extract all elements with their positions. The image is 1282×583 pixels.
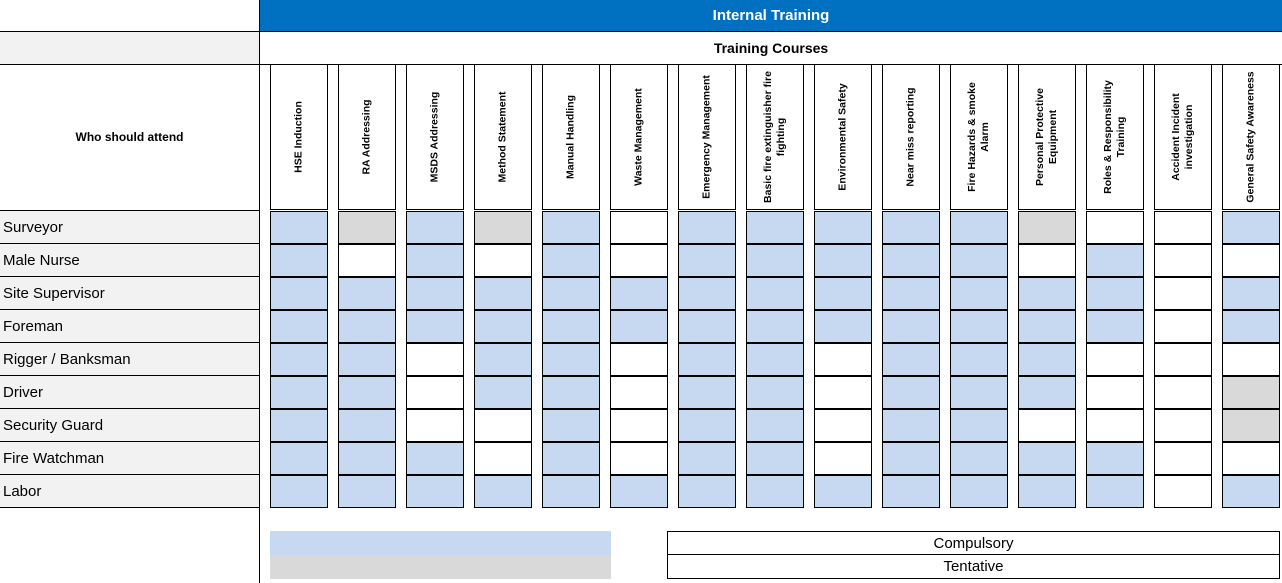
attendance-cell (950, 310, 1008, 343)
course-header-label: Fire Hazards & smoke Alarm (966, 82, 991, 192)
attendance-cell (1086, 475, 1144, 508)
role-name: Surveyor (3, 218, 64, 236)
attendance-cell (1086, 442, 1144, 475)
attendance-cell (338, 376, 396, 409)
attendance-cell (678, 442, 736, 475)
attendance-cell (678, 409, 736, 442)
attendance-cell (542, 277, 600, 310)
attendance-cell (1222, 442, 1280, 475)
course-header (746, 64, 804, 210)
attendance-cell (678, 475, 736, 508)
attendance-cell (1154, 211, 1212, 244)
role-label (0, 376, 259, 408)
attendance-cell (406, 409, 464, 442)
who-should-attend-label (0, 64, 259, 210)
attendance-cell (882, 211, 940, 244)
attendance-cell (542, 343, 600, 376)
attendance-cell (406, 310, 464, 343)
attendance-cell (950, 343, 1008, 376)
attendance-cell (406, 376, 464, 409)
attendance-cell (814, 409, 872, 442)
attendance-cell (406, 211, 464, 244)
header-rule-3 (0, 210, 259, 211)
attendance-cell (678, 310, 736, 343)
attendance-cell (1018, 343, 1076, 376)
attendance-cell (1154, 442, 1212, 475)
attendance-cell (610, 409, 668, 442)
attendance-cell (882, 475, 940, 508)
row-rule (0, 507, 259, 508)
attendance-cell (1018, 277, 1076, 310)
course-header (1222, 64, 1280, 210)
attendance-cell (1222, 244, 1280, 277)
role-label (0, 343, 259, 375)
course-header (542, 64, 600, 210)
legend-compulsory-text: Compulsory (933, 534, 1014, 552)
attendance-cell (814, 310, 872, 343)
attendance-cell (1086, 277, 1144, 310)
attendance-cell (1086, 211, 1144, 244)
attendance-cell (814, 442, 872, 475)
attendance-cell (270, 244, 328, 277)
attendance-cell (950, 376, 1008, 409)
attendance-cell (474, 475, 532, 508)
role-label (0, 277, 259, 309)
attendance-cell (1222, 343, 1280, 376)
role-label (0, 244, 259, 276)
attendance-cell (814, 475, 872, 508)
attendance-cell (1018, 376, 1076, 409)
attendance-cell (1018, 211, 1076, 244)
attendance-cell (678, 211, 736, 244)
course-header (1086, 64, 1144, 210)
attendance-cell (882, 277, 940, 310)
attendance-cell (610, 310, 668, 343)
attendance-cell (338, 310, 396, 343)
attendance-cell (882, 409, 940, 442)
role-label (0, 409, 259, 441)
course-header-label: Emergency Management (700, 75, 713, 199)
attendance-cell (746, 244, 804, 277)
attendance-cell (1086, 376, 1144, 409)
course-header (610, 64, 668, 210)
left-divider (259, 0, 260, 583)
course-header (678, 64, 736, 210)
attendance-cell (406, 277, 464, 310)
attendance-cell (746, 310, 804, 343)
role-name: Driver (3, 383, 43, 401)
course-header-label: General Safety Awareness (1244, 71, 1257, 203)
attendance-cell (474, 211, 532, 244)
header-rule-2 (0, 64, 1282, 65)
attendance-cell (1154, 343, 1212, 376)
attendance-cell (474, 244, 532, 277)
attendance-cell (610, 343, 668, 376)
role-label (0, 211, 259, 243)
attendance-cell (746, 442, 804, 475)
legend-compulsory-label (667, 531, 1280, 555)
attendance-cell (882, 244, 940, 277)
attendance-cell (814, 343, 872, 376)
attendance-cell (950, 475, 1008, 508)
role-label (0, 310, 259, 342)
attendance-cell (882, 343, 940, 376)
attendance-cell (542, 442, 600, 475)
attendance-cell (610, 277, 668, 310)
legend-tentative-text: Tentative (943, 558, 1004, 575)
attendance-cell (1222, 310, 1280, 343)
course-header (950, 64, 1008, 210)
attendance-cell (1154, 244, 1212, 277)
attendance-cell (950, 244, 1008, 277)
attendance-cell (338, 343, 396, 376)
courses-subtitle-text: Training Courses (713, 39, 829, 56)
attendance-cell (338, 277, 396, 310)
attendance-cell (678, 277, 736, 310)
attendance-cell (270, 442, 328, 475)
attendance-cell (474, 409, 532, 442)
attendance-cell (270, 310, 328, 343)
course-header-label: HSE Induction (292, 101, 305, 173)
attendance-cell (542, 376, 600, 409)
role-name: Foreman (3, 317, 64, 335)
attendance-cell (1222, 211, 1280, 244)
role-name: Male Nurse (3, 251, 80, 269)
courses-subtitle (260, 31, 1282, 64)
course-header (270, 64, 328, 210)
attendance-cell (270, 211, 328, 244)
role-name: Rigger / Banksman (3, 350, 131, 368)
attendance-cell (814, 211, 872, 244)
attendance-cell (338, 211, 396, 244)
role-name: Labor (3, 482, 42, 500)
attendance-cell (338, 442, 396, 475)
attendance-cell (406, 244, 464, 277)
attendance-cell (542, 475, 600, 508)
attendance-cell (882, 442, 940, 475)
attendance-cell (1018, 244, 1076, 277)
legend-tentative-swatch (270, 555, 611, 579)
attendance-cell (882, 310, 940, 343)
attendance-cell (746, 343, 804, 376)
course-header (1018, 64, 1076, 210)
who-should-attend-text: Who should attend (75, 130, 184, 144)
attendance-cell (678, 244, 736, 277)
attendance-cell (746, 277, 804, 310)
attendance-cell (474, 442, 532, 475)
attendance-cell (814, 277, 872, 310)
attendance-cell (406, 442, 464, 475)
role-label (0, 442, 259, 474)
attendance-cell (950, 409, 1008, 442)
attendance-cell (1018, 475, 1076, 508)
attendance-cell (610, 211, 668, 244)
attendance-cell (1222, 475, 1280, 508)
attendance-cell (1154, 475, 1212, 508)
attendance-cell (270, 475, 328, 508)
attendance-cell (474, 343, 532, 376)
attendance-cell (610, 475, 668, 508)
course-header-label: Near miss reporting (904, 87, 917, 187)
attendance-cell (542, 244, 600, 277)
course-header-label: Method Statement (496, 91, 509, 183)
attendance-cell (474, 376, 532, 409)
attendance-cell (678, 343, 736, 376)
course-header (1154, 64, 1212, 210)
attendance-cell (1086, 244, 1144, 277)
attendance-cell (610, 376, 668, 409)
role-name: Site Supervisor (3, 284, 105, 302)
course-header (882, 64, 940, 210)
attendance-cell (950, 442, 1008, 475)
attendance-cell (542, 211, 600, 244)
course-header-label: RA Addressing (360, 99, 373, 175)
attendance-cell (746, 211, 804, 244)
course-header-label: Roles & Responsibility Training (1102, 80, 1127, 194)
attendance-cell (270, 409, 328, 442)
attendance-cell (1086, 310, 1144, 343)
attendance-cell (1018, 409, 1076, 442)
sheet-title-text: Internal Training (712, 7, 830, 24)
attendance-cell (1018, 310, 1076, 343)
course-header (474, 64, 532, 210)
attendance-cell (746, 409, 804, 442)
header-rule-1 (0, 31, 1282, 32)
attendance-cell (270, 277, 328, 310)
attendance-cell (474, 310, 532, 343)
course-header-label: MSDS Addressing (428, 91, 441, 183)
attendance-cell (338, 244, 396, 277)
legend-tentative-label (667, 555, 1280, 579)
attendance-cell (542, 310, 600, 343)
attendance-cell (270, 343, 328, 376)
attendance-cell (338, 409, 396, 442)
attendance-cell (474, 277, 532, 310)
attendance-cell (678, 376, 736, 409)
attendance-cell (1086, 409, 1144, 442)
attendance-cell (746, 475, 804, 508)
role-name: Fire Watchman (3, 449, 105, 467)
attendance-cell (814, 244, 872, 277)
course-header-label: Accident Incident investigation (1170, 93, 1195, 181)
attendance-cell (1222, 376, 1280, 409)
attendance-cell (1222, 277, 1280, 310)
attendance-cell (1154, 277, 1212, 310)
attendance-cell (1154, 310, 1212, 343)
attendance-cell (746, 376, 804, 409)
attendance-cell (882, 376, 940, 409)
attendance-cell (950, 277, 1008, 310)
course-header (338, 64, 396, 210)
attendance-cell (542, 409, 600, 442)
course-header-label: Basic fire extinguisher fire fighting (762, 71, 787, 203)
attendance-cell (1154, 376, 1212, 409)
course-header (814, 64, 872, 210)
role-label (0, 475, 259, 507)
attendance-cell (610, 244, 668, 277)
role-name: Security Guard (3, 416, 104, 434)
attendance-cell (814, 376, 872, 409)
course-header-label: Environmental Safety (836, 83, 849, 191)
attendance-cell (1018, 442, 1076, 475)
attendance-cell (406, 343, 464, 376)
course-header (406, 64, 464, 210)
attendance-cell (338, 475, 396, 508)
title-left-cell (0, 0, 259, 31)
attendance-cell (1154, 409, 1212, 442)
attendance-cell (1222, 409, 1280, 442)
sheet-title (260, 0, 1282, 31)
attendance-cell (270, 376, 328, 409)
course-header-label: Personal Protective Equipment (1034, 87, 1059, 187)
course-header-label: Waste Management (632, 88, 645, 186)
legend-compulsory-swatch (270, 531, 611, 555)
attendance-cell (610, 442, 668, 475)
attendance-cell (406, 475, 464, 508)
attendance-cell (950, 211, 1008, 244)
course-header-label: Manual Handling (564, 95, 577, 179)
attendance-cell (1086, 343, 1144, 376)
